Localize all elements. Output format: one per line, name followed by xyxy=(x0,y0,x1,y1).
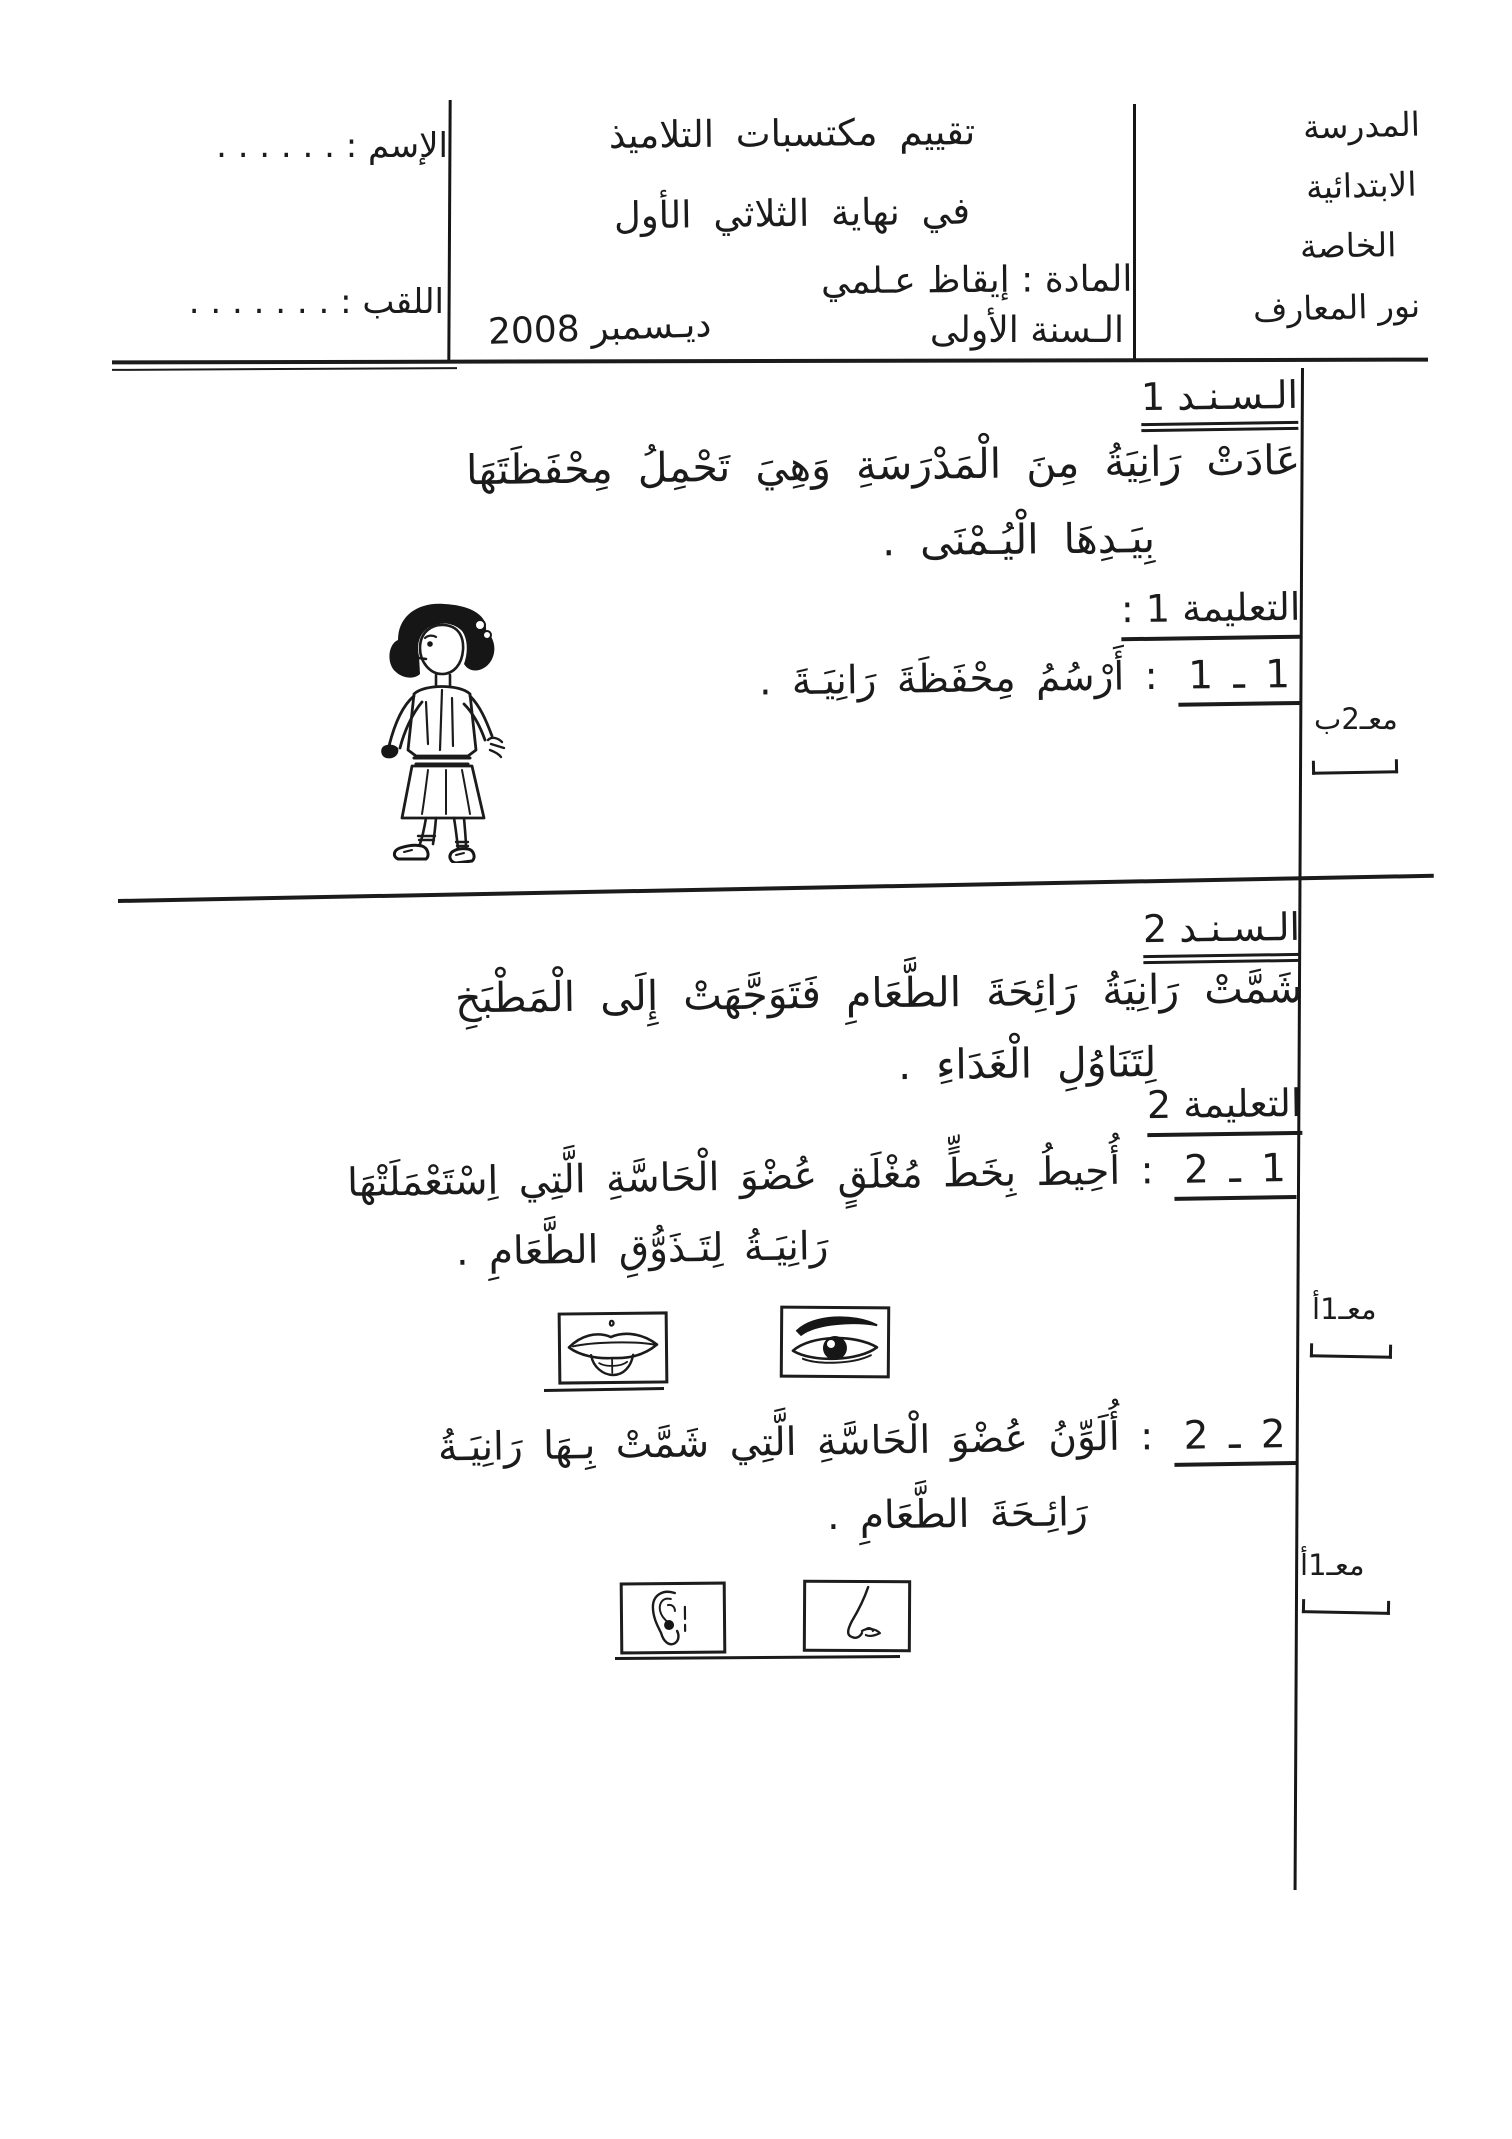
ear-icon xyxy=(623,1585,724,1652)
section2-question-1-line2: رَانِيَـةُ لِتَـذَوُّقِ الطَّعَامِ . xyxy=(455,1224,829,1275)
mouth-image-box xyxy=(558,1311,669,1384)
margin-score-note-3: معـ1أ xyxy=(1300,1548,1365,1582)
question-number: 1 ـ 1 xyxy=(1178,652,1301,707)
exam-title-line2: في نهاية الثلاثي الأول xyxy=(613,189,971,238)
section1-question-1 xyxy=(759,652,1301,705)
section2-text-line1: شَمَّتْ رَانِيَةُ رَائِحَةَ الطَّعَامِ فَتَوَجَّهَتْ إِلَى الْمَطْبَخِ xyxy=(454,964,1303,1023)
girl-shoe-left xyxy=(394,845,428,859)
section2-question-2-line1 xyxy=(438,1412,1296,1470)
girl-illustration xyxy=(356,598,536,863)
girl-hair xyxy=(389,604,494,678)
eye-icon xyxy=(783,1309,887,1376)
name-field-label: الإسم : . . . . . . xyxy=(216,126,448,166)
exam-date: ديـسمبر 2008 xyxy=(487,304,712,353)
nose-icon xyxy=(806,1583,908,1650)
section2-question-2-line2: رَائِـحَةَ الطَّعَامِ . xyxy=(826,1490,1089,1540)
section-divider-rule xyxy=(118,874,1434,903)
mouth-icon xyxy=(561,1314,666,1381)
section1-instruction-heading: التعليمة 1 : xyxy=(1120,585,1300,642)
header-separator-right xyxy=(1133,104,1136,360)
mouth-box-underline xyxy=(544,1387,664,1392)
section2-text-line2: لِتَنَاوُلِ الْغَدَاءِ . xyxy=(897,1038,1157,1090)
question-text: : أُلَوِّنُ عُضْوَ الْحَاسَّةِ الَّتِي شَمَّتْ بِـهَا رَانِيَـةُ xyxy=(438,1414,1155,1471)
exam-grade: الـسنة الأولى xyxy=(929,310,1124,351)
girl-eye xyxy=(427,641,433,647)
eye-image-box xyxy=(780,1306,891,1379)
header-bottom-rule xyxy=(112,358,1428,365)
question-number: 2 ـ 2 xyxy=(1174,1412,1297,1467)
section2-heading: الـسـنـد 2 xyxy=(1142,905,1300,964)
margin-score-note-1: معـ2ب xyxy=(1314,702,1398,736)
section1-heading: الـسـنـد 1 xyxy=(1140,373,1298,432)
ear-image-box xyxy=(620,1582,727,1655)
girl-shoe-right xyxy=(450,849,474,863)
surname-field-label: اللقب : . . . . . . . xyxy=(188,282,444,322)
question-number: 1 ـ 2 xyxy=(1174,1146,1297,1201)
margin-score-bracket-1 xyxy=(1312,759,1398,774)
sense-boxes-underline xyxy=(615,1655,900,1660)
section2-question-1-line1 xyxy=(347,1146,1297,1206)
question-text: : أَرْسُمُ مِحْفَظَةَ رَانِيَـةَ . xyxy=(758,653,1159,705)
school-name-line2: الابتدائية xyxy=(1305,164,1417,207)
exam-title-line1: تقييم مكتسبات التلاميذ xyxy=(608,110,976,157)
header-bottom-rule-double xyxy=(112,367,457,371)
section1-text-line2: بِيَـدِهَا الْيُـمْنَى . xyxy=(881,514,1156,566)
section2-instruction-heading: التعليمة 2 xyxy=(1147,1081,1302,1137)
question-text: : أُحِيطُ بِخَطٍّ مُغْلَقٍ عُضْوَ الْحَاسَّةِ الَّتِي اِسْتَعْمَلَتْهَا xyxy=(346,1148,1155,1206)
margin-score-bracket-2 xyxy=(1310,1343,1392,1358)
exam-subject: المادة : إيقاظ عـلمي xyxy=(820,258,1133,303)
school-name-line3: الخاصة xyxy=(1299,225,1397,266)
school-name-line1: المدرسة xyxy=(1302,104,1421,147)
nose-image-box xyxy=(803,1580,911,1653)
girl-hand-left xyxy=(381,745,398,759)
school-name-line4: نور المعارف xyxy=(1252,285,1421,330)
section1-text-line1: عَادَتْ رَانِيَةُ مِنَ الْمَدْرَسَةِ وَهِيَ تَحْمِلُ مِحْفَظَتَهَا xyxy=(465,436,1301,495)
margin-score-bracket-3 xyxy=(1302,1599,1390,1615)
margin-score-note-2: معـ1أ xyxy=(1312,1292,1377,1326)
